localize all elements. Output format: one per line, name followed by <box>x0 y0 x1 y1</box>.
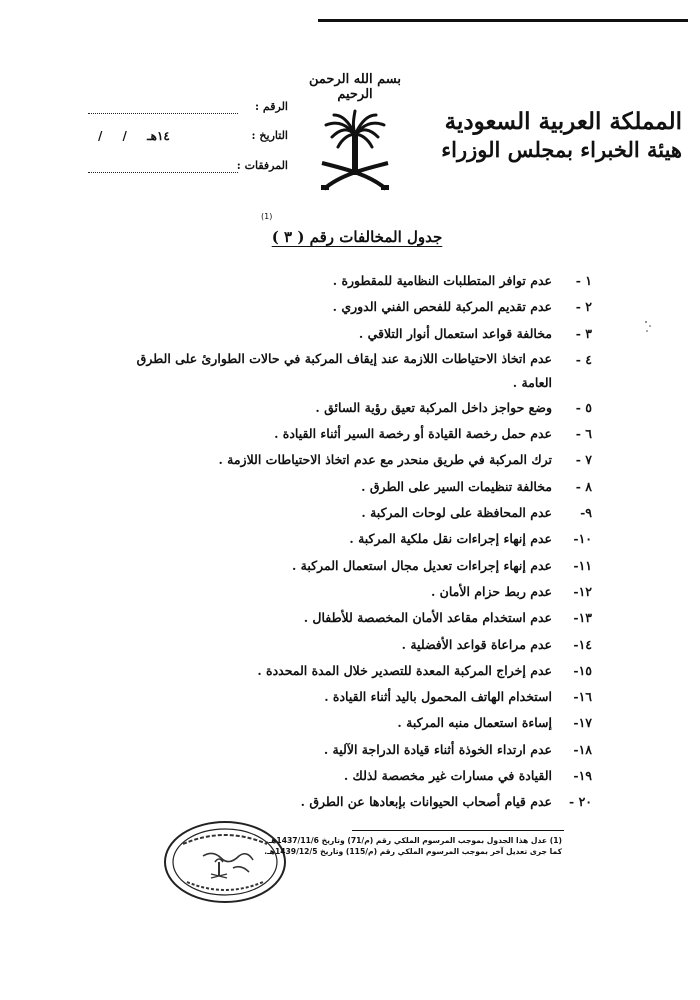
list-item <box>122 526 592 552</box>
list-item <box>122 347 592 395</box>
list-item <box>122 500 592 526</box>
item-text: مخالفة تنظيمات السير على الطرق . <box>361 478 552 494</box>
item-number: ٢ - <box>575 299 592 315</box>
ref-row <box>88 100 288 116</box>
document-title: جدول المخالفات رقم ( ٣ ) <box>271 228 443 246</box>
date-label: التاريخ : <box>251 129 288 142</box>
list-item <box>122 710 592 736</box>
item-text: وضع حواجز داخل المركبة تعيق رؤية السائق . <box>315 399 552 415</box>
item-number: ٥ - <box>575 399 592 415</box>
ministry-header <box>422 108 682 163</box>
footnote-rule <box>352 830 564 831</box>
list-item <box>122 632 592 658</box>
item-number: ١٥- <box>573 662 592 678</box>
attachments-line <box>88 172 238 173</box>
item-number: ١٧- <box>573 715 592 731</box>
list-item <box>122 421 592 447</box>
item-number: ٣ - <box>575 325 592 341</box>
bismillah-header: بسم الله الرحمن الرحيم <box>309 72 401 102</box>
top-rule <box>318 19 688 22</box>
item-text: مخالفة قواعد استعمال أنوار التلاقي . <box>358 325 552 341</box>
item-number: ٩- <box>580 505 592 521</box>
list-item <box>122 605 592 631</box>
footnote-line-1: (1) عدل هذا الجدول بموجب المرسوم الملكي رقم (م/71) وتاريخ 1437/11/6هـ. <box>265 836 562 845</box>
attachments-label: المرفقات : <box>236 159 288 172</box>
item-text: إساءة استعمال منبه المركبة . <box>397 715 552 731</box>
authority-name: هيئة الخبراء بمجلس الوزراء <box>441 136 682 162</box>
date-row <box>88 129 288 145</box>
item-number: ١٢- <box>573 583 592 599</box>
list-item <box>122 474 592 500</box>
item-text: عدم اتخاذ الاحتياطات اللازمة عند إيقاف المركبة في حالات الطوارئ على الطرق العامة . <box>136 350 552 390</box>
item-text: عدم قيام أصحاب الحيوانات بإبعادها عن الطرق . <box>300 794 552 810</box>
palm-swords-emblem-icon <box>318 105 392 197</box>
item-number: ١٩- <box>573 768 592 784</box>
item-text: ترك المركبة في طريق منحدر مع عدم اتخاذ الاحتياطات اللازمة . <box>218 452 552 468</box>
list-item <box>122 763 592 789</box>
list-item <box>122 737 592 763</box>
item-number: ١ - <box>575 273 592 288</box>
item-number: ١٨- <box>573 741 592 757</box>
attachments-row <box>88 159 288 175</box>
item-number: ٧ - <box>575 452 592 468</box>
list-item <box>122 447 592 473</box>
item-text: عدم تقديم المركبة للفحص الفني الدوري . <box>332 299 552 315</box>
item-text: استخدام الهاتف المحمول باليد أثناء القيادة . <box>324 689 552 705</box>
list-item <box>122 579 592 605</box>
date-value: / / ١٤هـ <box>98 129 170 143</box>
item-text: عدم ربط حزام الأمان . <box>430 583 552 599</box>
royal-court-seal-icon <box>163 820 287 904</box>
list-item <box>122 658 592 684</box>
item-text: عدم مراعاة قواعد الأفضلية . <box>401 636 552 652</box>
item-text: عدم استخدام مقاعد الأمان المخصصة للأطفال . <box>303 610 552 626</box>
list-item <box>122 294 592 320</box>
footnote-reference: (1) <box>261 212 273 221</box>
kingdom-name: المملكة العربية السعودية <box>444 108 682 135</box>
item-text: عدم المحافظة على لوحات المركبة . <box>361 505 552 521</box>
ref-label: الرقم : <box>255 100 288 113</box>
item-number: ٤ - <box>575 351 592 367</box>
list-item <box>122 553 592 579</box>
scan-speck <box>644 320 654 334</box>
item-text: عدم حمل رخصة القيادة أو رخصة السير أثناء القيادة . <box>274 426 552 442</box>
violations-list <box>122 268 592 816</box>
ref-line <box>88 113 238 114</box>
item-text: عدم إخراج المركبة المعدة للتصدير خلال المدة المحددة . <box>257 662 552 678</box>
item-number: ١٠- <box>573 531 592 547</box>
item-number: ١٣- <box>573 610 592 626</box>
list-item <box>122 395 592 421</box>
footnotes <box>264 835 562 857</box>
item-number: ٦ - <box>575 426 592 442</box>
item-text: عدم إنهاء إجراءات نقل ملكية المركبة . <box>349 531 552 547</box>
list-item <box>122 268 592 294</box>
item-text: عدم ارتداء الخوذة أثناء قيادة الدراجة الآلية . <box>323 741 552 757</box>
item-number: ٢٠ - <box>569 794 592 810</box>
item-number: ٨ - <box>575 478 592 494</box>
list-item <box>122 789 592 815</box>
list-item <box>122 684 592 710</box>
item-number: ١٦- <box>573 689 592 705</box>
item-number: ١١- <box>573 557 592 573</box>
footnote-line-2: كما جرى تعديل آخر بموجب المرسوم الملكي رقم (م/115) وتاريخ 1439/12/5هـ. <box>264 847 562 856</box>
item-number: ١٤- <box>573 636 592 652</box>
list-item <box>122 321 592 347</box>
item-text: عدم إنهاء إجراءات تعديل مجال استعمال المركبة . <box>291 557 552 573</box>
item-text: القيادة في مسارات غير مخصصة لذلك . <box>343 768 552 784</box>
item-text: عدم توافر المتطلبات النظامية للمقطورة . <box>332 273 552 288</box>
